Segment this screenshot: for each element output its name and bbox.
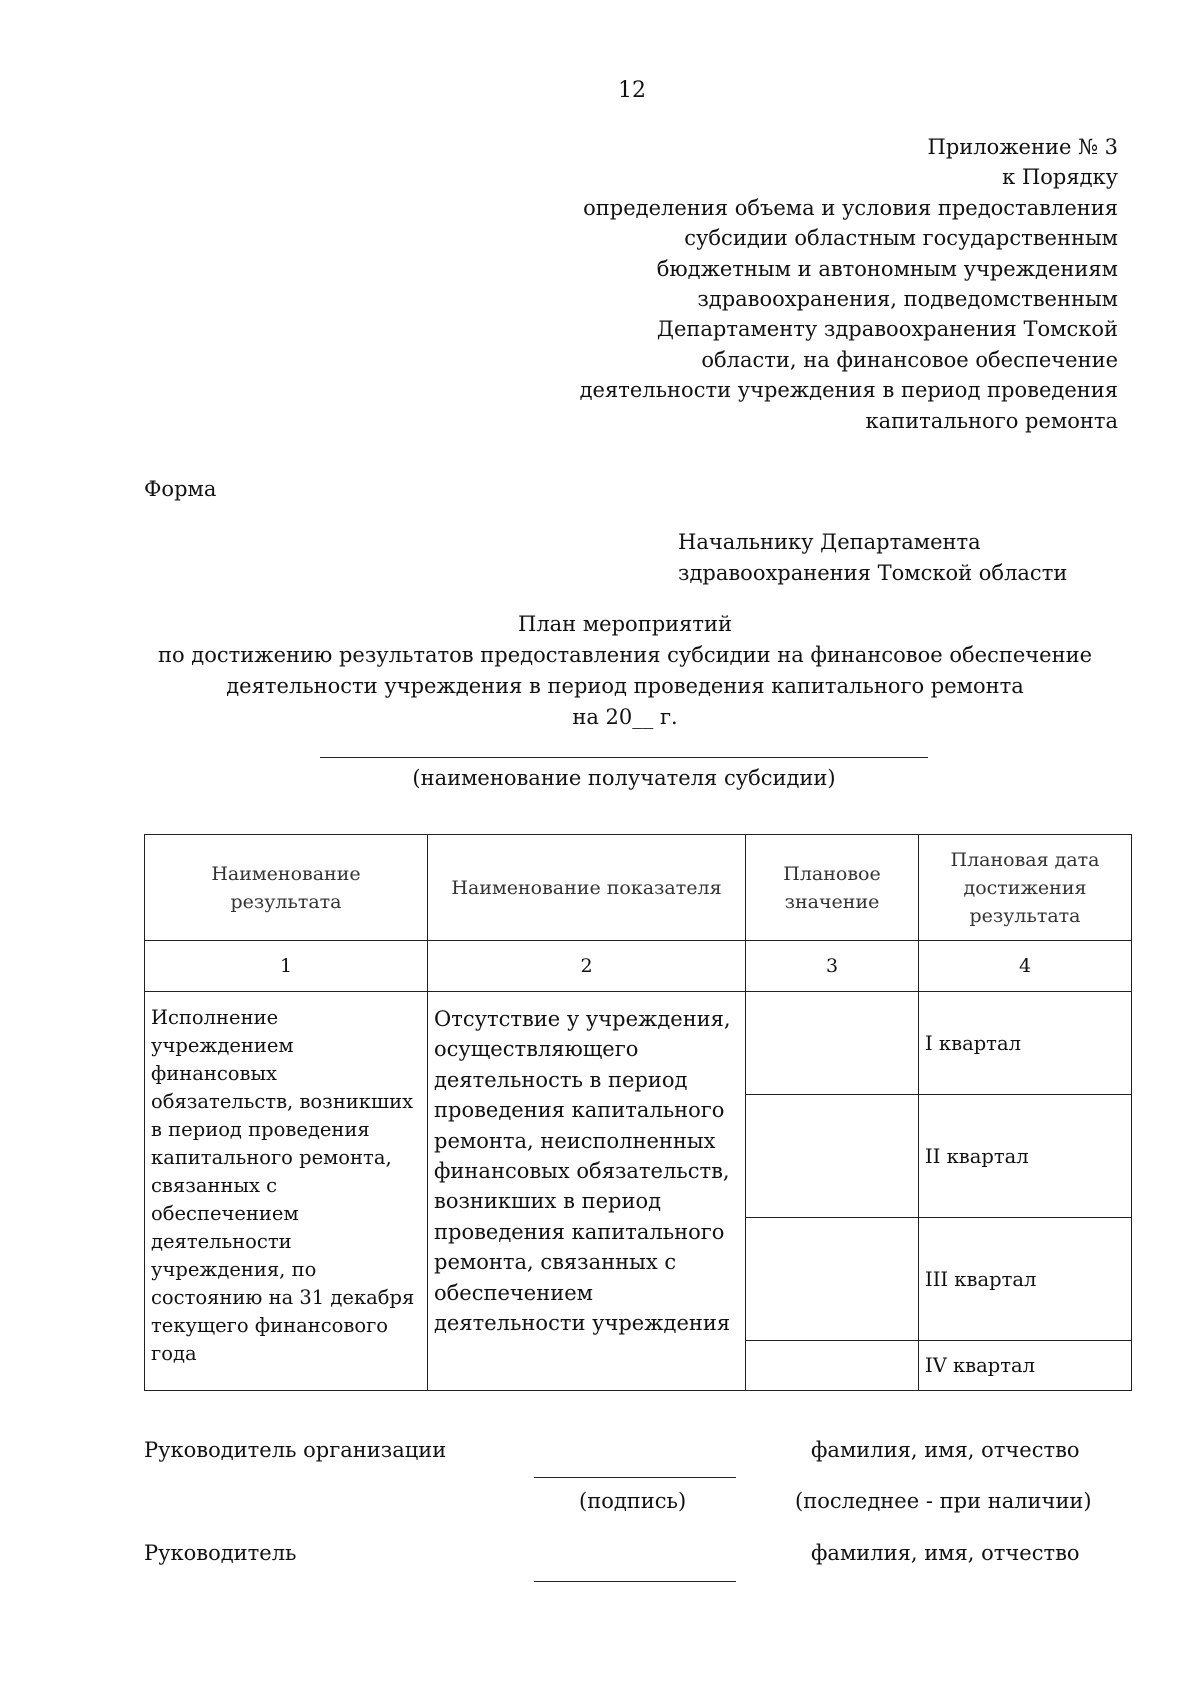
column-number: 1 — [145, 941, 428, 992]
quarter-cell: I квартал — [919, 992, 1132, 1095]
indicator-name-cell: Отсутствие у учреждения, осуществляющего деятельность в период проведения капитального ремонта, неисполненных финансовых обязательств, возникших в период проведения капитального ремонта, связанных с обеспечением деятельности учреждения — [428, 992, 746, 1391]
document-title — [100, 609, 1150, 733]
signature-caption: (подпись) — [579, 1489, 687, 1513]
planned-value-cell — [746, 992, 919, 1095]
appendix-line: определения объема и условия предоставления — [583, 195, 1118, 220]
appendix-line: здравоохранения, подведомственным — [697, 287, 1118, 312]
appendix-line: к Порядку — [1002, 165, 1118, 190]
appendix-line: деятельности учреждения в период проведения — [579, 378, 1118, 403]
table-row — [145, 992, 1132, 1095]
appendix-line: бюджетным и автономным учреждениям — [656, 256, 1118, 281]
quarter-cell: IV квартал — [919, 1341, 1132, 1391]
header-planned-date: Плановая дата достижения результата — [919, 835, 1132, 941]
title-line: на 20__ г. — [572, 705, 678, 729]
recipient-caption: (наименование получателя субсидии) — [412, 766, 836, 790]
appendix-line: капитального ремонта — [865, 408, 1118, 433]
appendix-line: Департаменту здравоохранения Томской — [656, 317, 1118, 342]
column-number: 3 — [746, 941, 919, 992]
full-name-label: фамилия, имя, отчество — [811, 1438, 1080, 1462]
column-number: 2 — [428, 941, 746, 992]
patronymic-caption: (последнее - при наличии) — [795, 1489, 1092, 1513]
head-of-organization-label: Руководитель организации — [144, 1438, 447, 1462]
table-number-row — [145, 941, 1132, 992]
planned-value-cell — [746, 1341, 919, 1391]
page-number: 12 — [618, 78, 646, 103]
head-label: Руководитель — [144, 1541, 297, 1565]
form-label: Форма — [144, 477, 217, 501]
signature-line — [534, 1477, 736, 1478]
header-result-name: Наименование результата — [145, 835, 428, 941]
addressee-line: Начальнику Департамента — [678, 530, 981, 554]
result-name-cell: Исполнение учреждением финансовых обязательств, возникших в период проведения капитального ремонта, связанных с обеспечением деятельности учреждения, по состоянию на 31 декабря текущего финансового года — [145, 992, 428, 1391]
header-indicator-name: Наименование показателя — [428, 835, 746, 941]
planned-value-cell — [746, 1095, 919, 1218]
table-header-row — [145, 835, 1132, 941]
title-line: по достижению результатов предоставления субсидии на финансовое обеспечение — [157, 643, 1093, 667]
column-number: 4 — [919, 941, 1132, 992]
quarter-cell: III квартал — [919, 1218, 1132, 1341]
appendix-line: Приложение № 3 — [927, 135, 1118, 159]
title-line: деятельности учреждения в период проведения капитального ремонта — [226, 674, 1024, 698]
appendix-line: области, на финансовое обеспечение — [701, 347, 1118, 372]
full-name-label: фамилия, имя, отчество — [811, 1541, 1080, 1565]
appendix-reference — [518, 132, 1118, 436]
addressee — [678, 527, 1067, 589]
plan-table — [144, 834, 1132, 1391]
quarter-cell: II квартал — [919, 1095, 1132, 1218]
title-line: План мероприятий — [518, 612, 732, 636]
signature-line — [534, 1581, 736, 1582]
planned-value-cell — [746, 1218, 919, 1341]
header-planned-value: Плановое значение — [746, 835, 919, 941]
recipient-name-line — [320, 757, 928, 758]
appendix-line: субсидии областным государственным — [684, 226, 1118, 251]
addressee-line: здравоохранения Томской области — [678, 561, 1068, 585]
